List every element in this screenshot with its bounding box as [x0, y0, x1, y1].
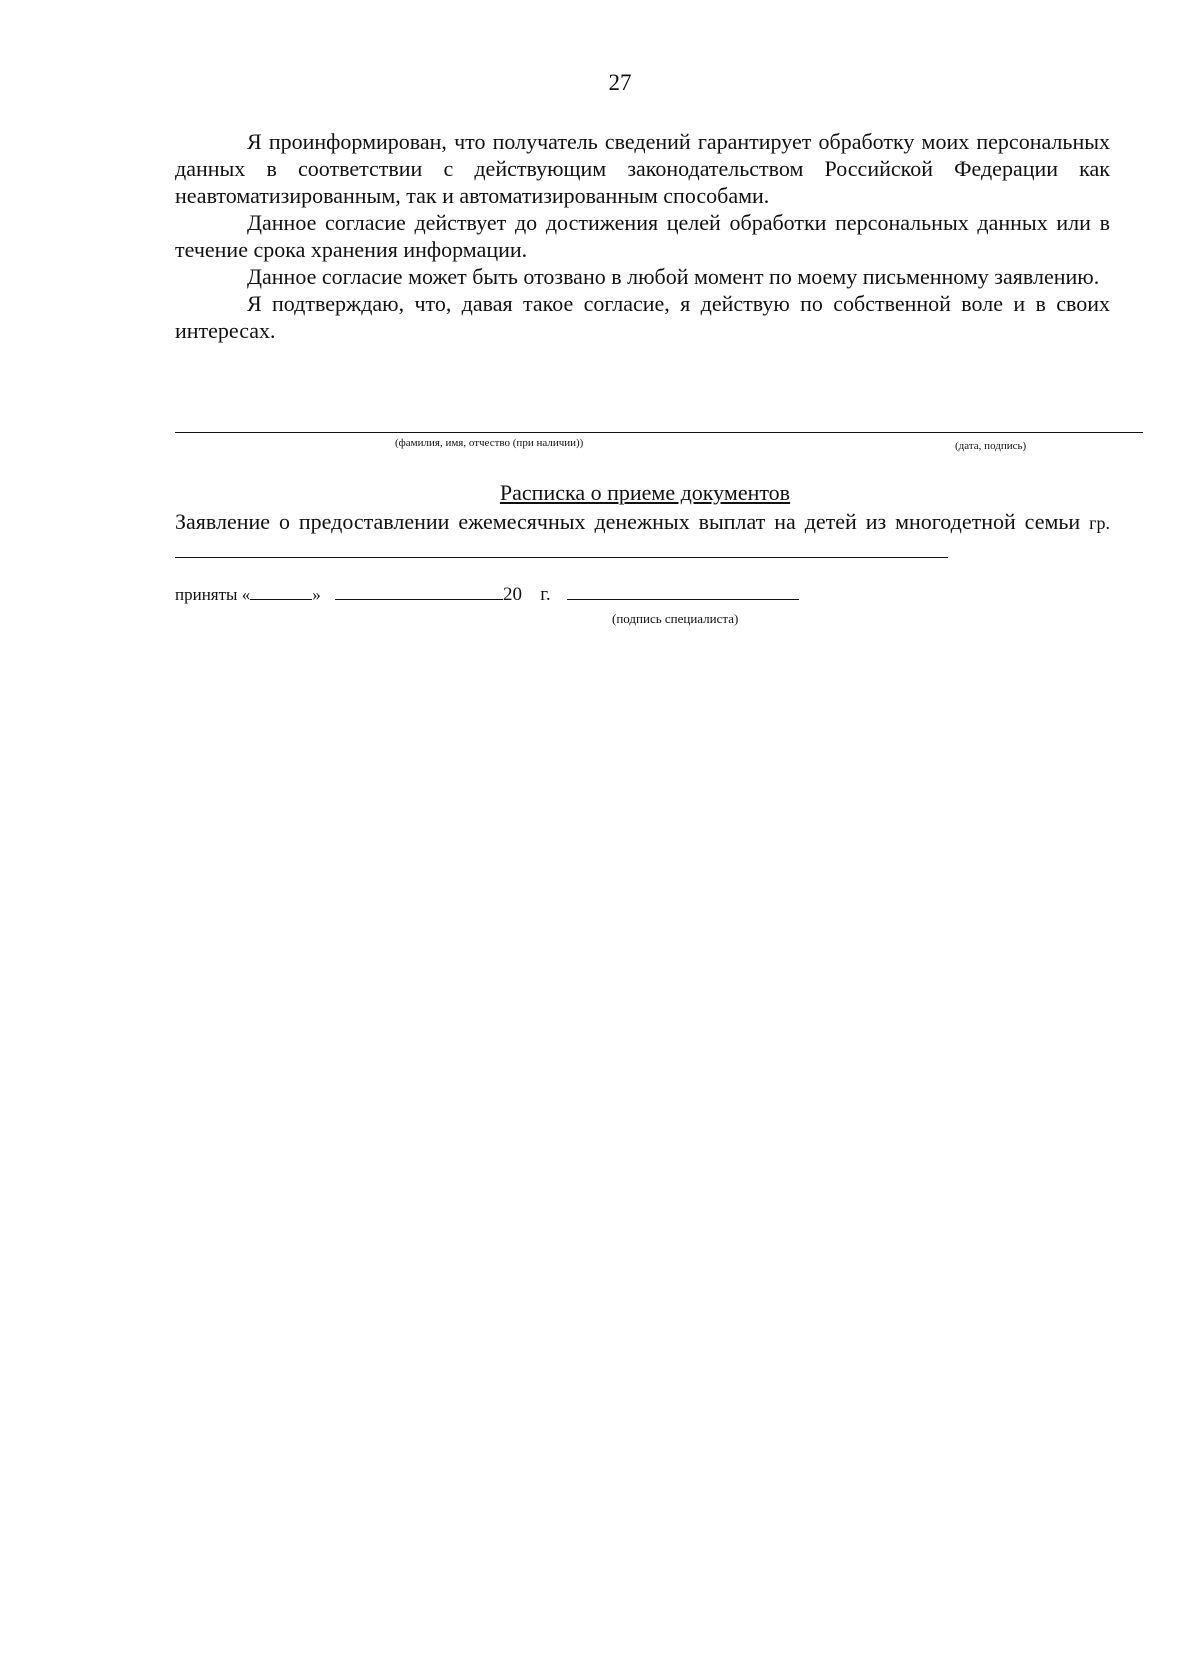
date-caption: (дата, подпись): [955, 440, 1027, 452]
receipt-title: Расписка о приеме документов: [499, 480, 791, 505]
paragraph-confirmation: Я подтверждаю, что, давая такое согласие, я действую по собственной воле и в своих интересах.: [175, 291, 1110, 343]
accepted-row: [175, 584, 799, 606]
receipt-statement: [175, 508, 1110, 564]
receipt-statement-text: Заявление о предоставлении ежемесячных денежных выплат на детей из многодетной семьи: [175, 509, 1081, 534]
paragraph-informed: Я проинформирован, что получатель сведений гарантирует обработку моих персональных данных в соответствии с действующим законодательством Российской Федерации как неавтоматизированным, так и автоматизированным способами.: [175, 129, 1110, 208]
name-caption: (фамилия, имя, отчество (при наличии)): [395, 437, 584, 449]
quote-close: »: [312, 585, 321, 604]
accepted-label: приняты «: [175, 585, 251, 604]
specialist-caption: (подпись специалиста): [612, 611, 739, 626]
citizen-prefix: гр.: [1089, 513, 1111, 533]
year-prefix: 20: [502, 584, 522, 605]
paragraph-validity: Данное согласие действует до достижения целей обработки персональных данных или в течение срока хранения информации.: [175, 210, 1110, 262]
paragraph-revocation: Данное согласие может быть отозвано в любой момент по моему письменному заявлению.: [247, 264, 1100, 289]
consent-text: [175, 128, 1110, 344]
day-field[interactable]: [250, 599, 312, 600]
signature-line[interactable]: [175, 432, 1143, 433]
specialist-signature-field[interactable]: [567, 599, 799, 600]
month-field[interactable]: [335, 599, 503, 600]
year-suffix: г.: [540, 584, 551, 605]
page-number: 27: [608, 70, 632, 95]
citizen-name-field[interactable]: [175, 557, 948, 558]
